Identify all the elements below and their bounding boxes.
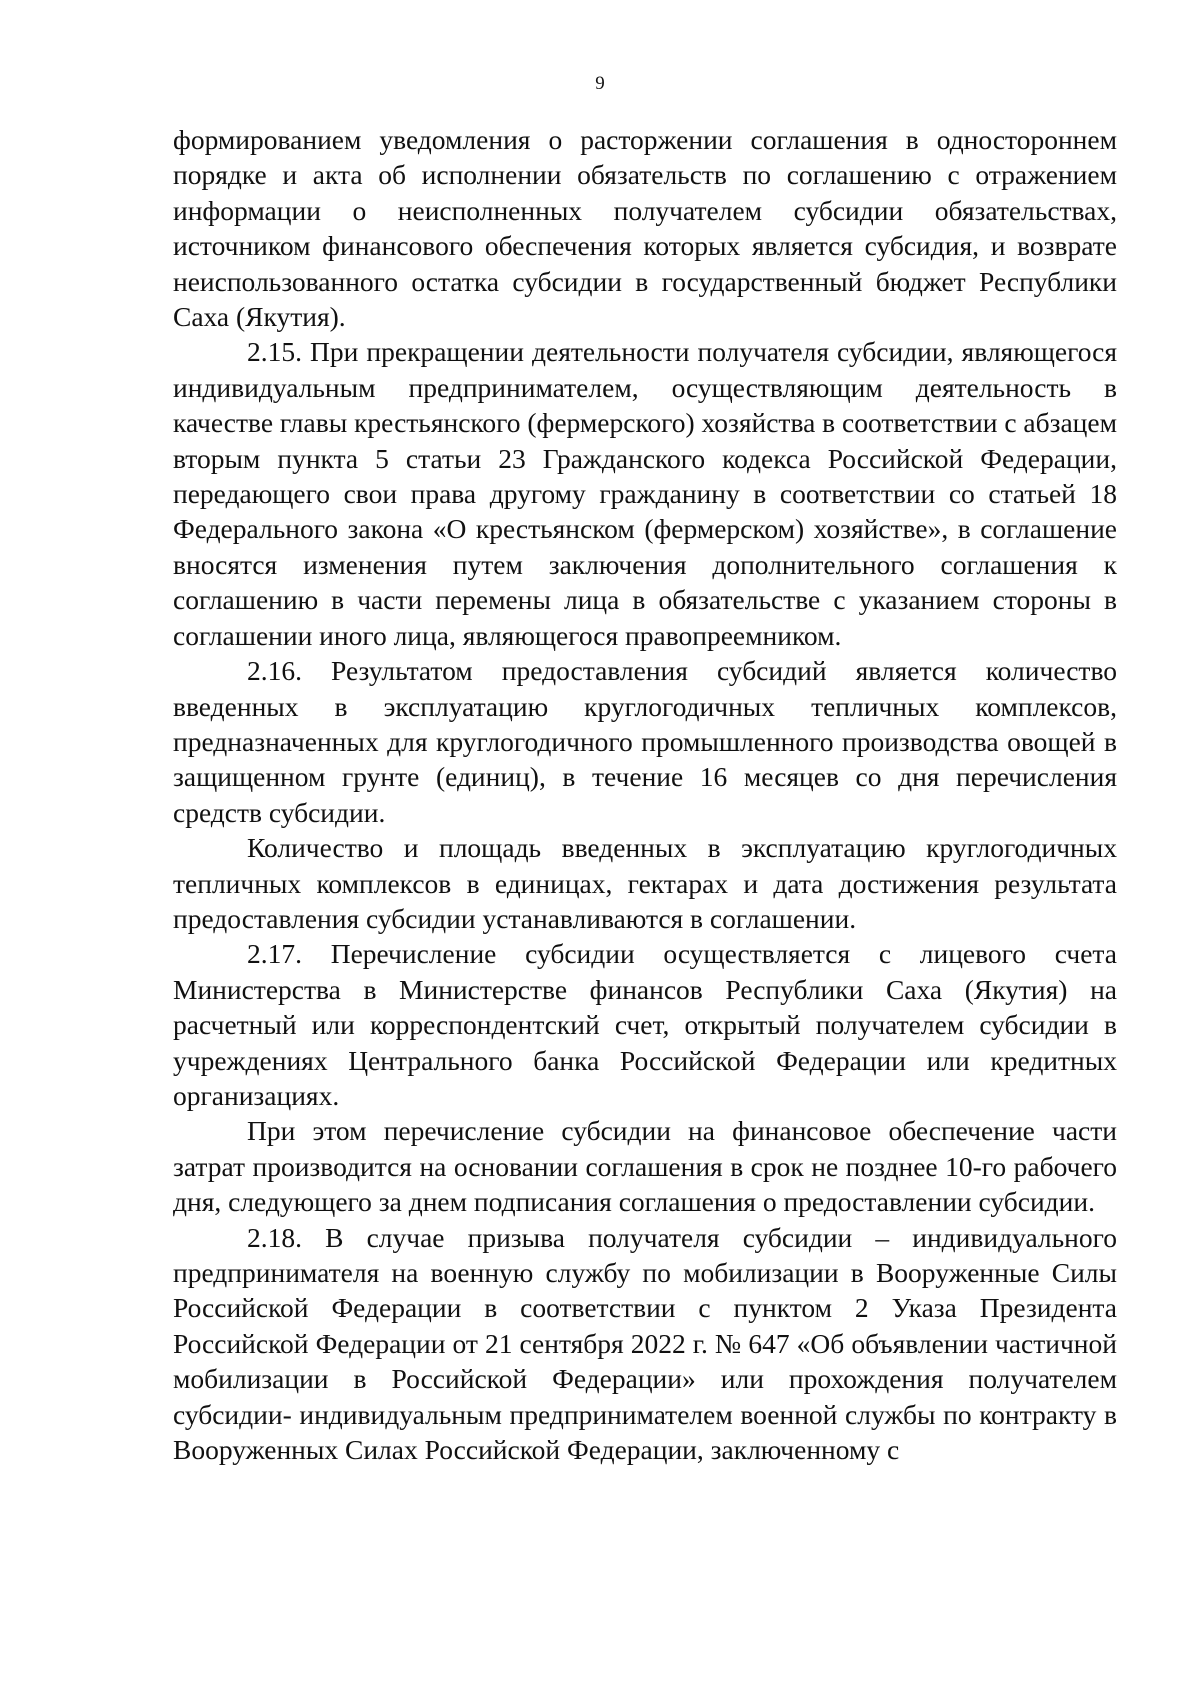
paragraph-termination-notice: формированием уведомления о расторжении соглашения в одностороннем порядке и акта об исполнении обязательств по соглашению с отражением информации о неисполненных получателем субсидии обязательствах, источником финансового обеспечения которых является субсидия, и возврате неиспользованного остатка субсидии в государственный бюджет Республики Саха (Якутия). (173, 124, 1117, 333)
page-number: 9 (595, 73, 605, 94)
document-body (173, 122, 1117, 1467)
paragraph-2-16: 2.16. Результатом предоставления субсидий является количество введенных в эксплуатацию круглогодичных тепличных комплексов, предназначенных для круглогодичного промышленного производства овощей в защищенном грунте (единиц), в течение 16 месяцев со дня перечисления средств субсидии. (173, 655, 1117, 828)
paragraph-2-15: 2.15. При прекращении деятельности получателя субсидии, являющегося индивидуальным предпринимателем, осуществляющим деятельность в качестве главы крестьянского (фермерского) хозяйства в соответствии с абзацем вторым пункта 5 статьи 23 Гражданского кодекса Российской Федерации, передающего свои права другому гражданину в соответствии со статьей 18 Федерального закона «О крестьянском (фермерском) хозяйстве», в соглашение вносятся изменения путем заключения дополнительного соглашения к соглашению в части перемены лица в обязательстве с указанием стороны в соглашении иного лица, являющегося правопреемником. (173, 336, 1117, 651)
paragraph-2-17: 2.17. Перечисление субсидии осуществляется с лицевого счета Министерства в Министерстве финансов Республики Саха (Якутия) на расчетный или корреспондентский счет, открытый получателем субсидии в учреждениях Центрального банка Российской Федерации или кредитных организациях. (173, 938, 1117, 1111)
paragraph-greenhouse-quantity: Количество и площадь введенных в эксплуатацию круглогодичных тепличных комплексов в единицах, гектарах и дата достижения результата предоставления субсидии устанавливаются в соглашении. (173, 832, 1117, 934)
paragraph-2-18: 2.18. В случае призыва получателя субсидии – индивидуального предпринимателя на военную службу по мобилизации в Вооруженные Силы Российской Федерации в соответствии с пунктом 2 Указа Президента Российской Федерации от 21 сентября 2022 г. № 647 «Об объявлении частичной мобилизации в Российской Федерации» или прохождения получателем субсидии- индивидуальным предпринимателем военной службы по контракту в Вооруженных Силах Российской Федерации, заключенному с (173, 1221, 1117, 1466)
paragraph-transfer-deadline: При этом перечисление субсидии на финансовое обеспечение части затрат производится на основании соглашения в срок не позднее 10-го рабочего дня, следующего за днем подписания соглашения о предоставлении субсидии. (173, 1115, 1117, 1218)
